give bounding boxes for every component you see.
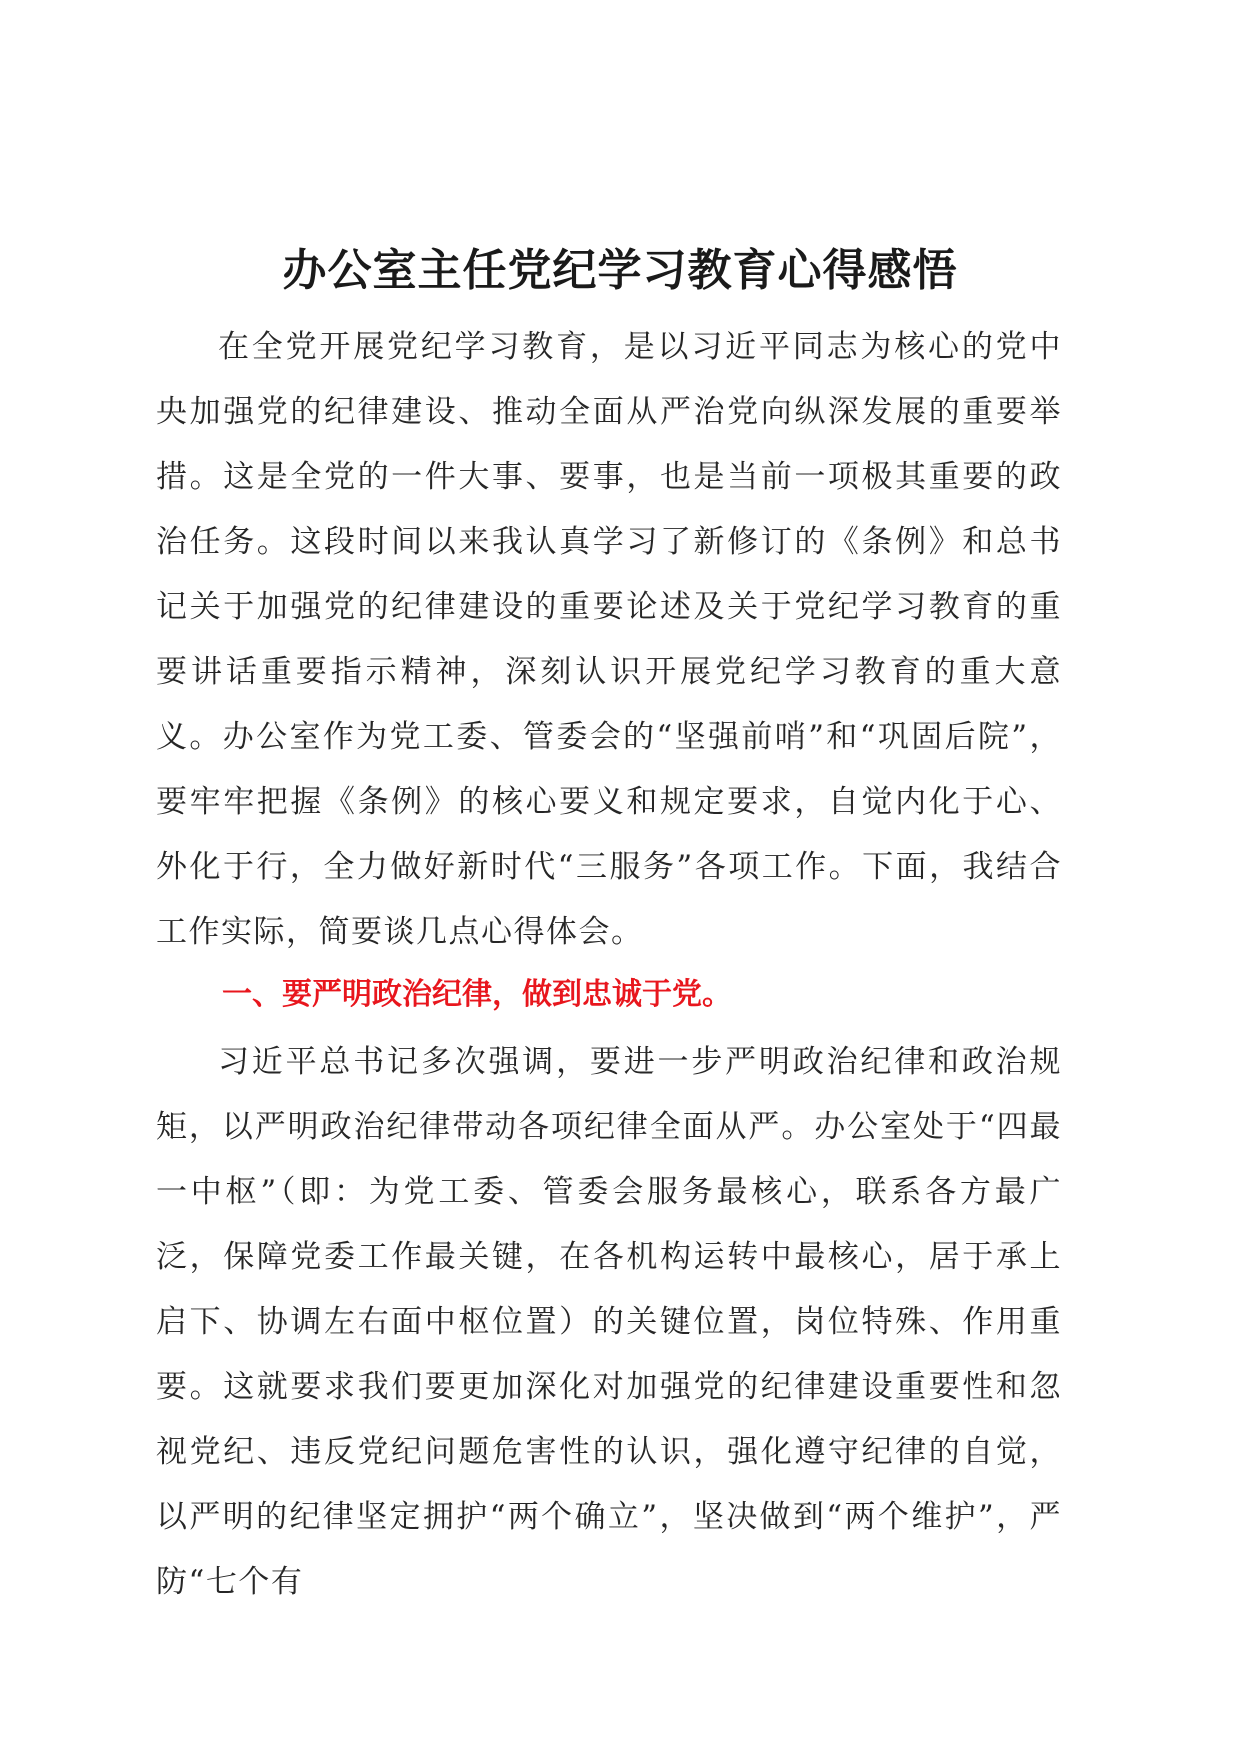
section-heading-1: 一、要严明政治纪律，做到忠诚于党。 <box>222 977 732 1012</box>
document-title: 办公室主任党纪学习教育心得感悟 <box>282 245 958 297</box>
paragraph-intro: 在全党开展党纪学习教育，是以习近平同志为核心的党中央加强党的纪律建设、推动全面从严治党向纵深发展的重要举措。这是全党的一件大事、要事，也是当前一项极其重要的政治任务。这段时间以来我认真学习了新修订的《条例》和总书记关于加强党的纪律建设的重要论述及关于党纪学习教育的重要讲话重要指示精神，深刻认识开展党纪学习教育的重大意义。办公室作为党工委、管委会的“坚强前哨”和“巩固后院”，要牢牢把握《条例》的核心要义和规定要求，自觉内化于心、外化于行，全力做好新时代“三服务”各项工作。下面，我结合工作实际，简要谈几点心得体会。 <box>156 329 1062 950</box>
paragraph-section-1: 习近平总书记多次强调，要进一步严明政治纪律和政治规矩，以严明政治纪律带动各项纪律全面从严。办公室处于“四最一中枢”（即：为党工委、管委会服务最核心，联系各方最广泛，保障党委工作最关键，在各机构运转中最核心，居于承上启下、协调左右面中枢位置）的关键位置，岗位特殊、作用重要。这就要求我们要更加深化对加强党的纪律建设重要性和忽视党纪、违反党纪问题危害性的认识，强化遵守纪律的自觉，以严明的纪律坚定拥护“两个确立”，坚决做到“两个维护”，严防“七个有 <box>156 1044 1062 1600</box>
